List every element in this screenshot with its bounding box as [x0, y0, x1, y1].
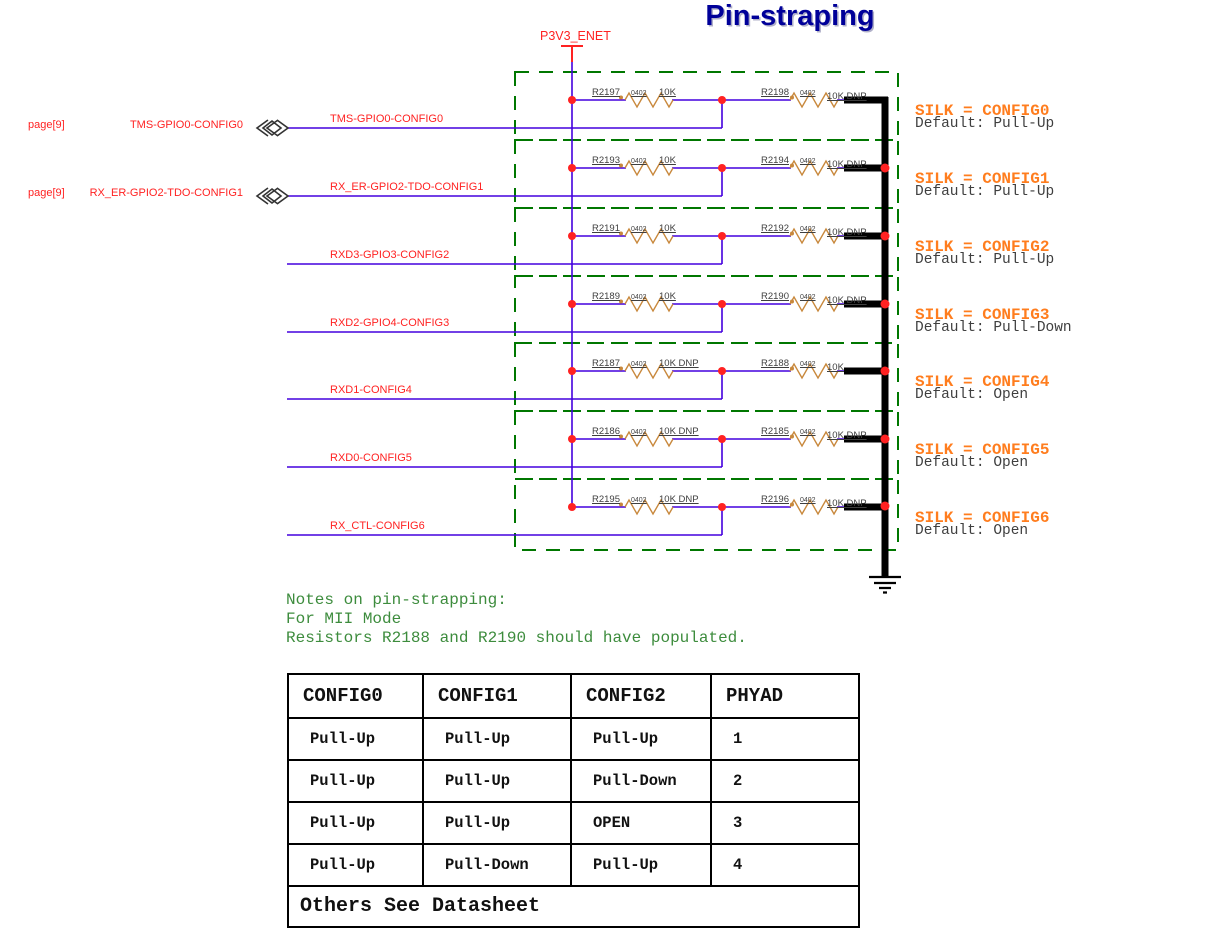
note-line: For MII Mode: [286, 610, 402, 628]
silk-label: SILK = CONFIG5: [915, 441, 1050, 459]
table-cell: Pull-Up: [288, 844, 423, 886]
resistor-ref: R2191: [592, 223, 620, 234]
net-label: TMS-GPIO0-CONFIG0: [330, 113, 444, 125]
default-label: Default: Open: [915, 387, 1029, 403]
table-cell: 1: [711, 718, 859, 760]
strap-row-config5: [0, 411, 1217, 479]
resistor-ref: R2186: [592, 426, 620, 437]
resistor-value: 10K: [659, 87, 676, 98]
net-label: RX_ER-GPIO2-TDO-CONFIG1: [330, 181, 484, 193]
resistor-package: 0402: [631, 294, 647, 301]
strap-row-config1: [0, 140, 1217, 208]
strap-row-config2: [0, 208, 1217, 276]
resistor-ref: R2198: [761, 87, 789, 98]
resistor-value: 10K DNP: [827, 159, 867, 170]
default-label: Default: Pull-Down: [915, 320, 1072, 336]
resistor-ref: R2192: [761, 223, 789, 234]
resistor-value: 10K: [827, 362, 844, 373]
resistor-ref: R2190: [761, 291, 789, 302]
resistor-package: 0402: [631, 361, 647, 368]
default-label: Default: Pull-Up: [915, 116, 1055, 132]
default-label: Default: Pull-Up: [915, 252, 1055, 268]
table-row: [288, 760, 859, 802]
ground-symbol-icon: [869, 577, 901, 593]
resistor-ref: R2194: [761, 155, 789, 166]
strap-row-config0: [0, 72, 1217, 140]
phyad-strap-table: [287, 673, 860, 928]
page-title: Pin-straping: [705, 0, 875, 32]
resistor-package: 0402: [800, 226, 816, 233]
silk-label: SILK = CONFIG3: [915, 306, 1050, 324]
table-cell: Pull-Up: [423, 760, 571, 802]
note-line: Resistors R2188 and R2190 should have populated.: [286, 629, 747, 647]
table-row: [288, 802, 859, 844]
resistor-ref: R2196: [761, 494, 789, 505]
table-cell: OPEN: [571, 802, 711, 844]
strap-row-config6: [0, 479, 1217, 547]
default-label: Default: Pull-Up: [915, 184, 1055, 200]
net-label: RXD3-GPIO3-CONFIG2: [330, 249, 450, 261]
table-header: CONFIG2: [571, 674, 711, 718]
table-cell: Pull-Up: [288, 802, 423, 844]
net-label: RX_CTL-CONFIG6: [330, 520, 425, 532]
table-footer: Others See Datasheet: [288, 886, 859, 927]
silk-label: SILK = CONFIG4: [915, 373, 1050, 391]
table-cell: Pull-Up: [288, 760, 423, 802]
page-reference: page[9]: [28, 119, 65, 131]
resistor-value: 10K DNP: [659, 426, 699, 437]
table-cell: 3: [711, 802, 859, 844]
resistor-package: 0402: [631, 90, 647, 97]
table-cell: Pull-Up: [571, 718, 711, 760]
resistor-value: 10K: [659, 291, 676, 302]
table-cell: Pull-Up: [423, 802, 571, 844]
default-label: Default: Open: [915, 523, 1029, 539]
table-cell: Pull-Up: [423, 718, 571, 760]
resistor-package: 0402: [631, 429, 647, 436]
resistor-ref: R2197: [592, 87, 620, 98]
table-row: [288, 718, 859, 760]
net-label: RXD2-GPIO4-CONFIG3: [330, 317, 450, 329]
resistor-package: 0402: [631, 226, 647, 233]
table-footer-row: [288, 886, 859, 927]
resistor-ref: R2195: [592, 494, 620, 505]
resistor-package: 0402: [800, 294, 816, 301]
resistor-package: 0402: [631, 497, 647, 504]
table-cell: 4: [711, 844, 859, 886]
silk-label: SILK = CONFIG6: [915, 509, 1050, 527]
silk-label: SILK = CONFIG0: [915, 102, 1050, 120]
resistor-value: 10K: [659, 155, 676, 166]
table-header: PHYAD: [711, 674, 859, 718]
resistor-value: 10K DNP: [659, 358, 699, 369]
silk-label: SILK = CONFIG1: [915, 170, 1050, 188]
table-row: [288, 844, 859, 886]
resistor-value: 10K DNP: [827, 430, 867, 441]
resistor-value: 10K DNP: [827, 498, 867, 509]
resistor-package: 0402: [800, 497, 816, 504]
resistor-value: 10K DNP: [827, 227, 867, 238]
resistor-package: 0402: [800, 158, 816, 165]
resistor-package: 0402: [800, 361, 816, 368]
resistor-ref: R2187: [592, 358, 620, 369]
notes-block: [286, 591, 747, 648]
offpage-net-name: RX_ER-GPIO2-TDO-CONFIG1: [89, 187, 243, 199]
table-cell: Pull-Down: [571, 760, 711, 802]
resistor-value: 10K DNP: [827, 91, 867, 102]
table-cell: Pull-Up: [288, 718, 423, 760]
power-net-label: P3V3_ENET: [540, 29, 611, 43]
default-label: Default: Open: [915, 455, 1029, 471]
page-reference: page[9]: [28, 187, 65, 199]
resistor-ref: R2185: [761, 426, 789, 437]
resistor-value: 10K: [659, 223, 676, 234]
silk-label: SILK = CONFIG2: [915, 238, 1050, 256]
resistor-ref: R2188: [761, 358, 789, 369]
resistor-package: 0402: [631, 158, 647, 165]
note-line: Notes on pin-strapping:: [286, 591, 507, 609]
net-label: RXD0-CONFIG5: [330, 452, 412, 464]
table-cell: Pull-Up: [571, 844, 711, 886]
resistor-ref: R2189: [592, 291, 620, 302]
table-cell: 2: [711, 760, 859, 802]
table-header: CONFIG1: [423, 674, 571, 718]
resistor-ref: R2193: [592, 155, 620, 166]
table-cell: Pull-Down: [423, 844, 571, 886]
resistor-value: 10K DNP: [827, 295, 867, 306]
resistor-package: 0402: [800, 429, 816, 436]
resistor-value: 10K DNP: [659, 494, 699, 505]
offpage-net-name: TMS-GPIO0-CONFIG0: [129, 119, 243, 131]
table-header: CONFIG0: [288, 674, 423, 718]
resistor-package: 0402: [800, 90, 816, 97]
net-label: RXD1-CONFIG4: [330, 384, 412, 396]
strap-row-config4: [0, 343, 1217, 411]
strap-row-config3: [0, 276, 1217, 344]
